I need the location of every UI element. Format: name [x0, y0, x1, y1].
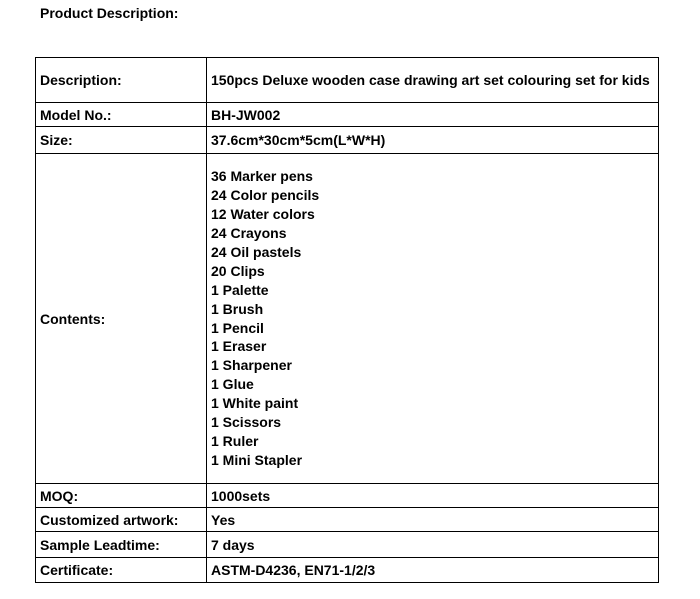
description-text: 150pcs Deluxe wooden case drawing art set colouring set for kids — [211, 71, 650, 88]
row-description — [36, 58, 659, 103]
certificate-label: Certificate: — [36, 558, 207, 583]
row-certificate — [36, 558, 659, 583]
contents-item: 1 Mini Stapler — [211, 451, 303, 468]
contents-item: 36 Marker pens — [211, 168, 313, 185]
contents-label: Contents: — [36, 154, 207, 484]
contents-item: 1 Brush — [211, 300, 264, 317]
contents-item: 1 Sharpener — [211, 357, 292, 374]
row-size — [36, 127, 659, 154]
customized-artwork-value: Yes — [207, 508, 659, 532]
size-value: 37.6cm*30cm*5cm(L*W*H) — [207, 127, 659, 154]
row-customized-artwork — [36, 508, 659, 532]
contents-item: 24 Oil pastels — [211, 243, 302, 260]
certificate-value: ASTM-D4236, EN71-1/2/3 — [207, 558, 659, 583]
contents-item: 1 Glue — [211, 376, 254, 393]
row-moq — [36, 484, 659, 508]
contents-item: 1 Eraser — [211, 338, 267, 355]
sample-leadtime-value: 7 days — [207, 532, 659, 558]
contents-item: 24 Crayons — [211, 224, 287, 241]
contents-item: 1 Ruler — [211, 432, 259, 449]
page-heading: Product Description: — [40, 5, 179, 21]
sample-leadtime-label: Sample Leadtime: — [36, 532, 207, 558]
product-spec-table — [35, 57, 659, 583]
contents-item: 1 Palette — [211, 281, 269, 298]
description-value — [207, 58, 659, 103]
contents-item: 1 White paint — [211, 395, 299, 412]
contents-item: 1 Scissors — [211, 414, 282, 431]
contents-item: 24 Color pencils — [211, 187, 320, 204]
contents-value — [207, 154, 659, 484]
customized-artwork-label: Customized artwork: — [36, 508, 207, 532]
row-contents — [36, 154, 659, 484]
model-value: BH-JW002 — [207, 103, 659, 127]
contents-item: 1 Pencil — [211, 319, 264, 336]
moq-value: 1000sets — [207, 484, 659, 508]
contents-item: 20 Clips — [211, 262, 265, 279]
description-label: Description: — [36, 58, 207, 103]
contents-item: 12 Water colors — [211, 206, 315, 223]
row-sample-leadtime — [36, 532, 659, 558]
model-label: Model No.: — [36, 103, 207, 127]
row-model — [36, 103, 659, 127]
contents-list — [211, 167, 654, 470]
size-label: Size: — [36, 127, 207, 154]
moq-label: MOQ: — [36, 484, 207, 508]
